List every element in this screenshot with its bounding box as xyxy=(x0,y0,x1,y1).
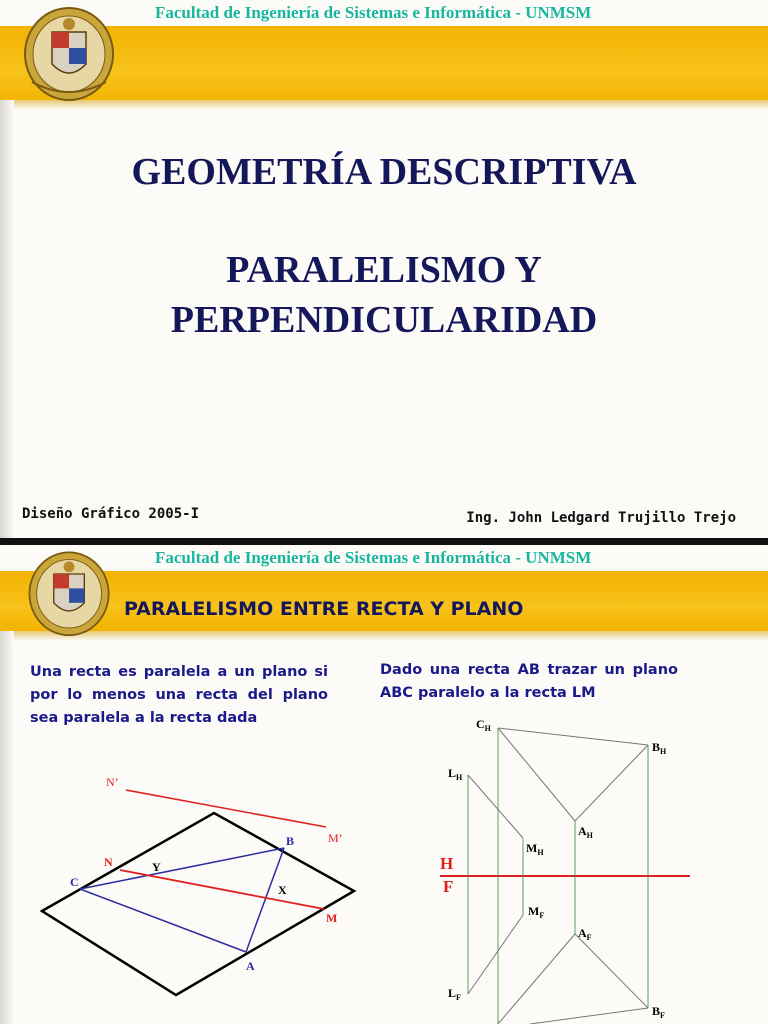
author-footer: Ing. John Ledgard Trujillo Trejo xyxy=(466,510,736,526)
label-n: N xyxy=(104,855,113,869)
horizontal-projection xyxy=(468,728,648,838)
slide-paralelismo xyxy=(0,545,768,1024)
plane-parallel-diagram xyxy=(0,770,380,1024)
label-y: Y xyxy=(152,860,161,874)
label-a-f: $A_F$ xyxy=(578,926,592,942)
label-b-h: $B_H$ xyxy=(652,740,667,756)
slide-title: PARALELISMO ENTRE RECTA Y PLANO xyxy=(124,598,524,620)
label-c-h: $C_H$ xyxy=(476,717,491,733)
subtitle-line-2: PERPENDICULARIDAD xyxy=(170,299,598,341)
frontal-projection xyxy=(468,915,648,1024)
label-m-h: $M_H$ xyxy=(526,841,544,857)
institution-header: Facultad de Ingeniería de Sistemas e Informática - UNMSM xyxy=(155,3,592,22)
label-b-f: $B_F$ xyxy=(652,1004,665,1020)
label-l-f: $L_F$ xyxy=(448,986,461,1002)
university-seal-icon xyxy=(22,2,117,102)
label-f-plane: F xyxy=(443,877,454,896)
label-a: A xyxy=(246,959,255,973)
plane-outline xyxy=(42,813,354,995)
label-m-f: $M_F$ xyxy=(528,904,545,920)
main-title: GEOMETRÍA DESCRIPTIVA xyxy=(131,151,637,193)
university-seal-icon xyxy=(22,547,117,637)
subtitle-line-1: PARALELISMO Y xyxy=(226,249,542,291)
label-l-h: $L_H$ xyxy=(448,766,463,782)
label-h-plane: H xyxy=(440,854,454,873)
label-x: X xyxy=(278,883,287,897)
line-n-prime-m-prime xyxy=(126,790,326,827)
institution-header: Facultad de Ingeniería de Sistemas e Informática - UNMSM xyxy=(155,548,592,567)
course-footer: Diseño Gráfico 2005-I xyxy=(22,506,200,522)
definition-paragraph: Una recta es paralela a un plano si por lo menos una recta del plano sea paralela a la recta dada xyxy=(30,664,328,726)
label-c: C xyxy=(70,875,79,889)
label-a-h: $A_H$ xyxy=(578,824,593,840)
label-m: M xyxy=(326,911,338,925)
line-nm xyxy=(120,870,324,909)
label-b: B xyxy=(286,834,295,848)
problem-statement: Dado una recta AB trazar un plano ABC paralelo a la recta LM xyxy=(380,662,678,701)
label-m-prime: M’ xyxy=(328,831,343,845)
line-ca xyxy=(80,889,246,952)
label-n-prime: N’ xyxy=(106,775,119,789)
projection-diagram xyxy=(380,705,768,1024)
